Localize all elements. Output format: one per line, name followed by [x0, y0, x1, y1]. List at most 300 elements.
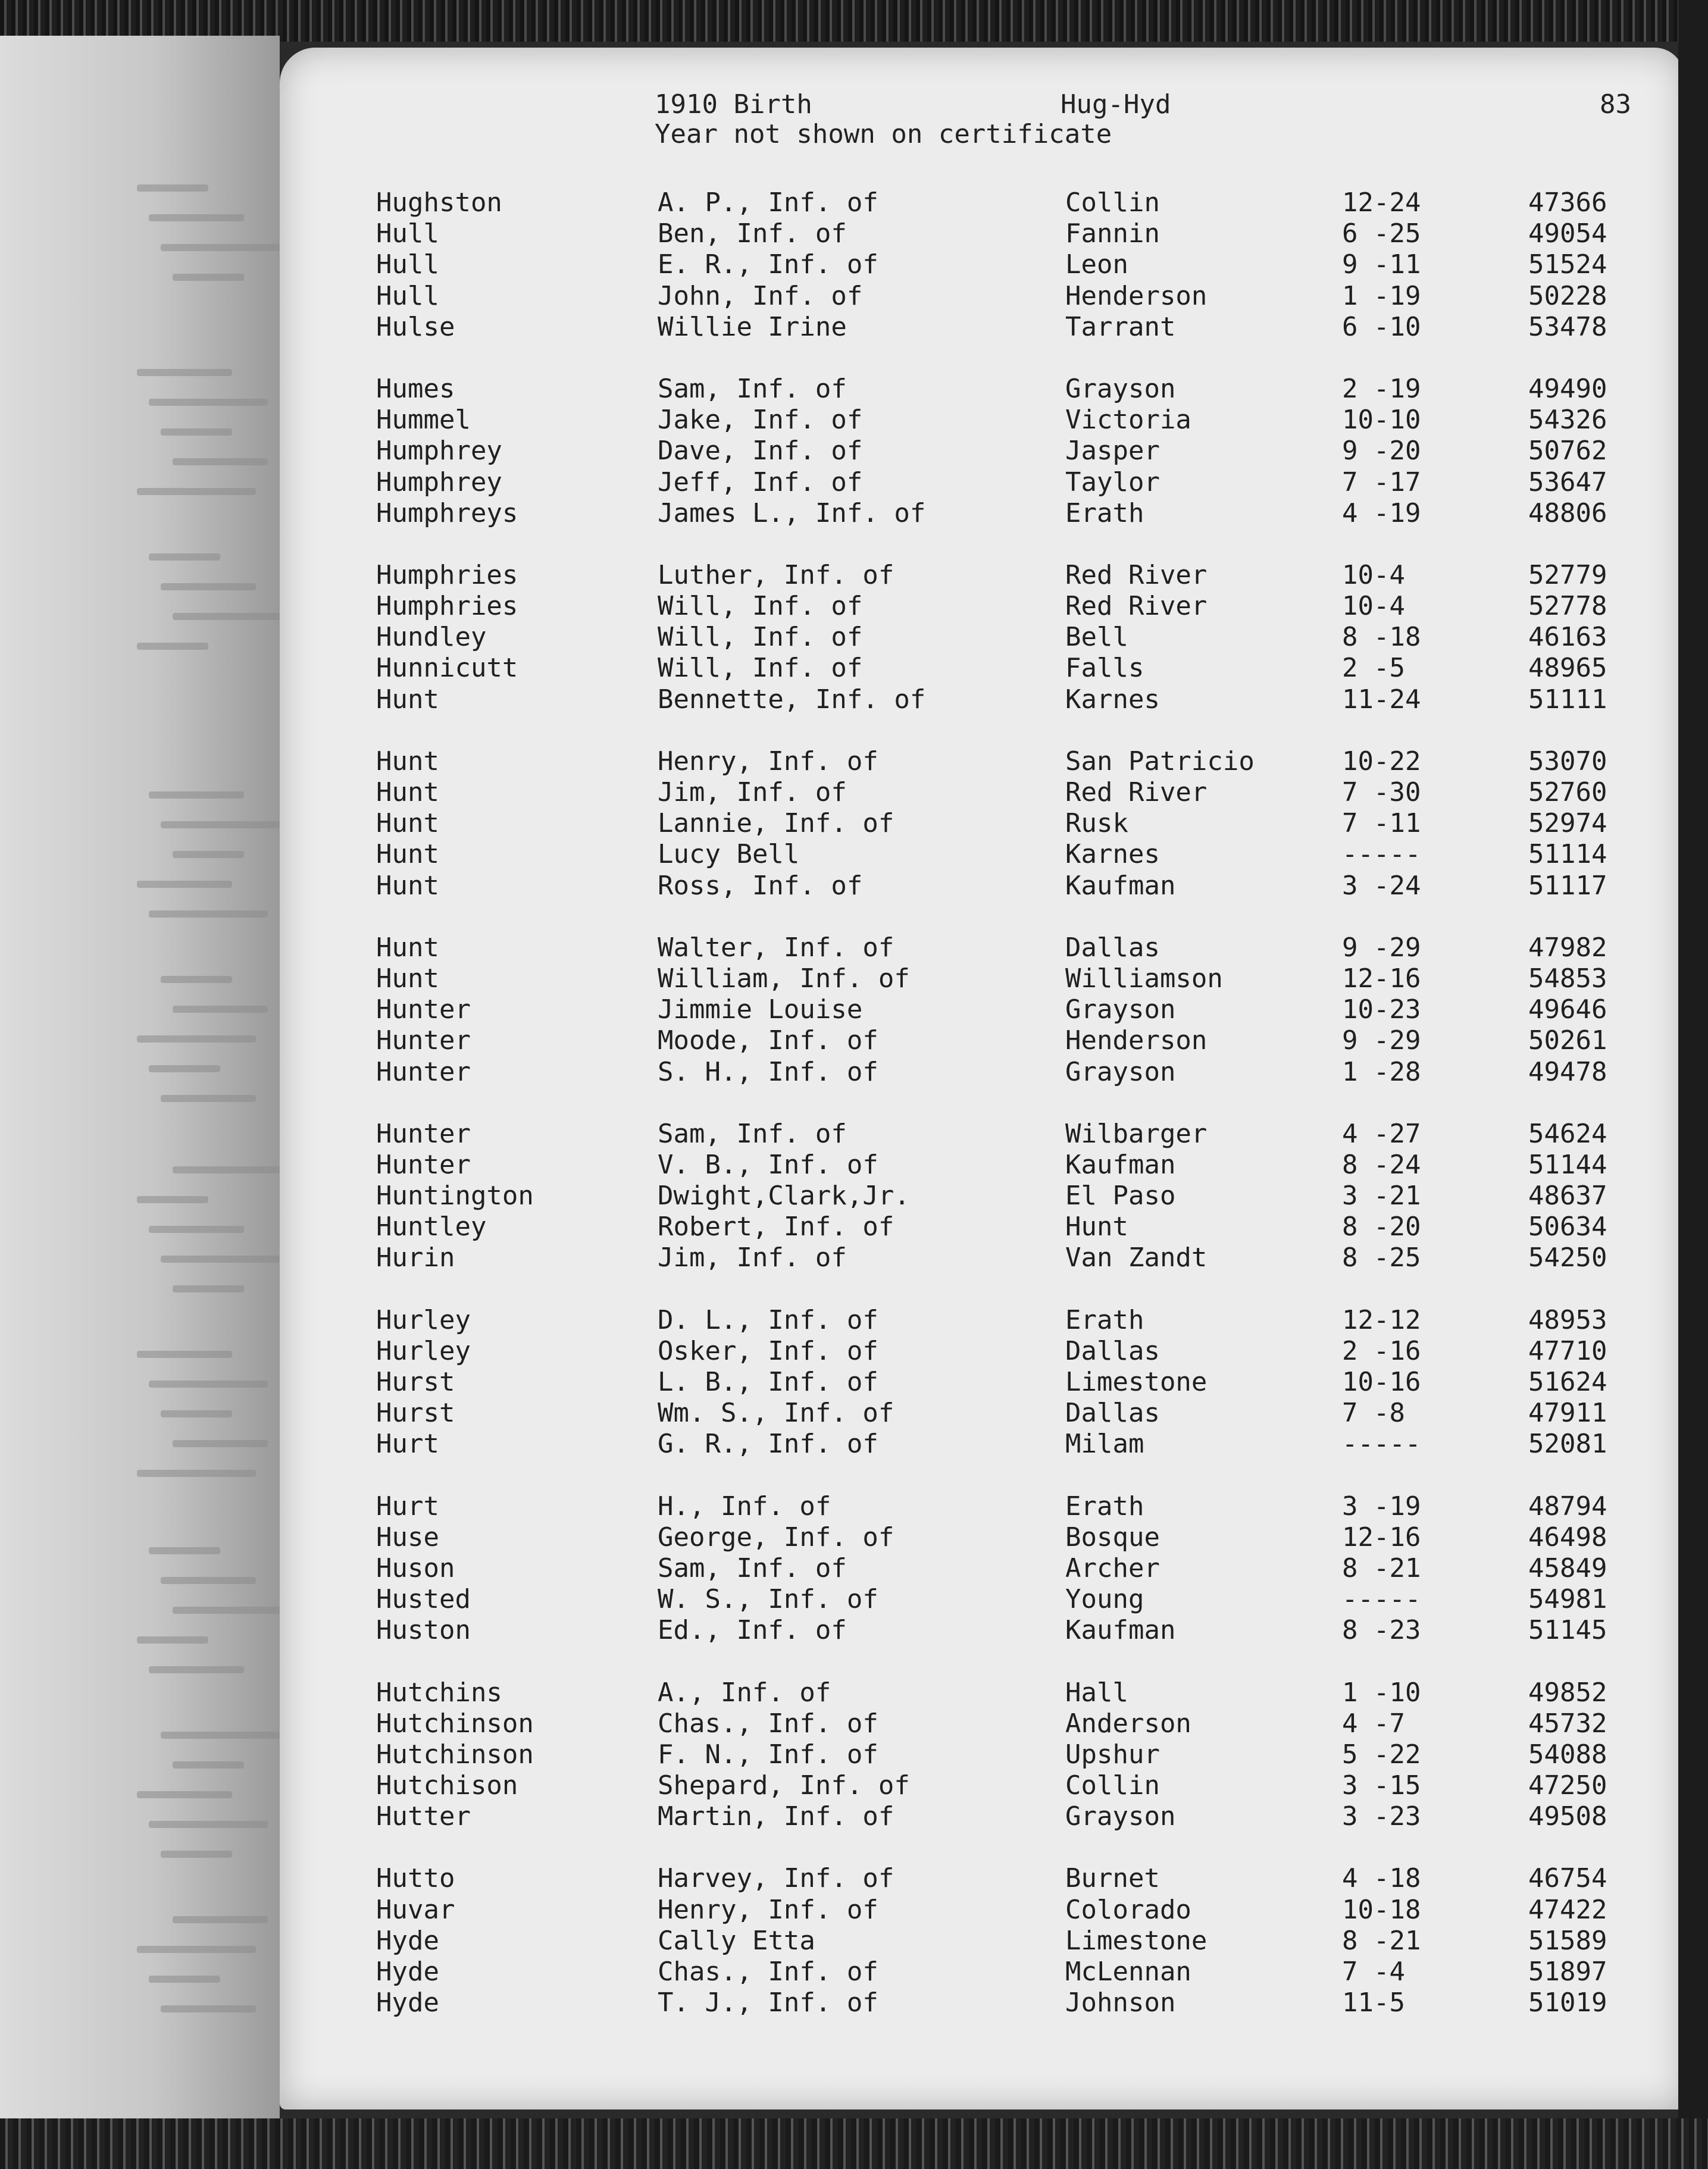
record-date: 4 -27	[1342, 1118, 1421, 1149]
record-cert: 51117	[1528, 870, 1607, 901]
record-given: H., Inf. of	[658, 1491, 831, 1522]
record-date: 10-22	[1342, 746, 1421, 777]
record-given: Luther, Inf. of	[658, 559, 894, 590]
record-surname: Humphrey	[376, 467, 502, 497]
record-given: Jeff, Inf. of	[658, 467, 863, 497]
record-date: 6 -10	[1342, 311, 1421, 342]
record-cert: 53647	[1528, 467, 1607, 497]
record-county: Kaufman	[1065, 870, 1176, 901]
record-date: 8 -18	[1342, 622, 1421, 653]
record-cert: 51624	[1528, 1367, 1607, 1397]
bleed-through-mark	[137, 369, 232, 376]
record-row	[280, 1150, 1684, 1181]
bleed-through-mark	[137, 1035, 256, 1043]
bleed-through-mark	[149, 1065, 220, 1072]
record-date: 4 -18	[1342, 1863, 1421, 1894]
record-cert: 53070	[1528, 746, 1607, 777]
record-cert: 45732	[1528, 1708, 1607, 1739]
record-county: Bell	[1065, 622, 1128, 653]
record-row	[280, 994, 1684, 1025]
record-surname: Hunt	[376, 870, 439, 901]
record-cert: 47250	[1528, 1770, 1607, 1801]
record-surname: Hurt	[376, 1429, 439, 1460]
record-cert: 52760	[1528, 777, 1607, 807]
record-row	[280, 281, 1684, 312]
record-surname: Hurt	[376, 1491, 439, 1522]
record-date: 9 -20	[1342, 436, 1421, 467]
record-cert: 46754	[1528, 1863, 1607, 1894]
record-given: V. B., Inf. of	[658, 1149, 878, 1180]
record-row	[280, 963, 1684, 994]
record-group	[280, 1491, 1684, 1647]
record-county: Grayson	[1065, 994, 1176, 1025]
record-row	[280, 1895, 1684, 1926]
bleed-through-mark	[173, 851, 244, 858]
record-surname: Hummel	[376, 405, 471, 436]
record-row	[280, 1305, 1684, 1336]
record-given: A. P., Inf. of	[658, 187, 878, 218]
record-county: Wilbarger	[1065, 1118, 1208, 1149]
record-row	[280, 1677, 1684, 1708]
record-cert: 52779	[1528, 559, 1607, 590]
record-date: -----	[1342, 839, 1421, 870]
bleed-through-mark	[149, 1547, 220, 1554]
record-cert: 51524	[1528, 249, 1607, 280]
record-county: El Paso	[1065, 1181, 1176, 1212]
bleed-through-mark	[173, 458, 268, 465]
record-cert: 53478	[1528, 311, 1607, 342]
record-row	[280, 1242, 1684, 1273]
page-number: 83	[1600, 89, 1631, 120]
record-date: 3 -24	[1342, 870, 1421, 901]
record-surname: Hutter	[376, 1801, 471, 1832]
record-county: Henderson	[1065, 1025, 1208, 1056]
record-row	[280, 1739, 1684, 1770]
record-county: Collin	[1065, 187, 1160, 218]
record-given: W. S., Inf. of	[658, 1584, 878, 1615]
bleed-through-mark	[149, 1976, 220, 1983]
record-row	[280, 591, 1684, 622]
record-group	[280, 1119, 1684, 1274]
record-county: Dallas	[1065, 1398, 1160, 1429]
record-date: 7 -8	[1342, 1398, 1405, 1429]
record-county: Limestone	[1065, 1367, 1208, 1397]
record-cert: 52974	[1528, 808, 1607, 839]
record-row	[280, 1863, 1684, 1894]
record-surname: Hunt	[376, 746, 439, 777]
record-date: 4 -19	[1342, 497, 1421, 528]
record-date: 2 -16	[1342, 1335, 1421, 1366]
record-row	[280, 1181, 1684, 1212]
record-surname: Hutchinson	[376, 1708, 534, 1739]
record-date: 3 -15	[1342, 1770, 1421, 1801]
record-cert: 49646	[1528, 994, 1607, 1025]
bleed-through-mark	[149, 399, 268, 406]
record-cert: 47710	[1528, 1335, 1607, 1366]
record-surname: Hurst	[376, 1398, 455, 1429]
record-date: 8 -24	[1342, 1149, 1421, 1180]
record-given: Will, Inf. of	[658, 591, 863, 622]
record-date: 1 -19	[1342, 280, 1421, 311]
record-cert: 50762	[1528, 436, 1607, 467]
record-surname: Huntley	[376, 1212, 487, 1242]
record-surname: Hunter	[376, 1118, 471, 1149]
record-given: William, Inf. of	[658, 963, 910, 994]
record-county: Leon	[1065, 249, 1128, 280]
bleed-through-mark	[173, 1916, 268, 1923]
record-cert: 49478	[1528, 1056, 1607, 1087]
record-county: Rusk	[1065, 808, 1128, 839]
record-row	[280, 218, 1684, 249]
record-cert: 45849	[1528, 1553, 1607, 1583]
record-row	[280, 808, 1684, 839]
record-date: 10-10	[1342, 405, 1421, 436]
record-county: Van Zandt	[1065, 1242, 1208, 1273]
record-cert: 51019	[1528, 1988, 1607, 2018]
bleed-through-mark	[173, 1607, 292, 1614]
record-county: Milam	[1065, 1429, 1144, 1460]
record-cert: 51145	[1528, 1615, 1607, 1646]
record-cert: 48794	[1528, 1491, 1607, 1522]
record-given: Martin, Inf. of	[658, 1801, 894, 1832]
record-given: Moode, Inf. of	[658, 1025, 878, 1056]
record-county: Anderson	[1065, 1708, 1191, 1739]
record-surname: Huvar	[376, 1894, 455, 1925]
record-cert: 50634	[1528, 1212, 1607, 1242]
record-row	[280, 405, 1684, 436]
page-title: 1910 Birth	[655, 89, 812, 120]
record-given: Sam, Inf. of	[658, 1553, 847, 1583]
record-county: Red River	[1065, 559, 1208, 590]
record-given: Bennette, Inf. of	[658, 684, 926, 715]
record-group	[280, 746, 1684, 902]
record-row	[280, 1212, 1684, 1242]
record-county: Henderson	[1065, 280, 1208, 311]
header-note: Year not shown on certificate	[655, 119, 1112, 149]
record-county: Archer	[1065, 1553, 1160, 1583]
record-date: 7 -30	[1342, 777, 1421, 807]
record-row	[280, 1429, 1684, 1460]
record-county: Erath	[1065, 1491, 1144, 1522]
bleed-through-mark	[137, 184, 208, 192]
record-group	[280, 1677, 1684, 1833]
record-row	[280, 932, 1684, 963]
record-surname: Huson	[376, 1553, 455, 1583]
record-given: Ed., Inf. of	[658, 1615, 847, 1646]
record-row	[280, 187, 1684, 218]
record-cert: 51114	[1528, 839, 1607, 870]
record-date: 9 -11	[1342, 249, 1421, 280]
bleed-through-mark	[149, 553, 220, 561]
record-given: F. N., Inf. of	[658, 1739, 878, 1770]
bleed-through-mark	[149, 1666, 244, 1673]
bleed-through-mark	[161, 1577, 256, 1584]
record-county: Grayson	[1065, 373, 1176, 404]
record-date: 10-16	[1342, 1367, 1421, 1397]
bleed-through-mark	[161, 1095, 256, 1102]
bleed-through-mark	[161, 2005, 256, 2012]
record-given: Walter, Inf. of	[658, 932, 894, 963]
bleed-through-mark	[149, 791, 244, 799]
record-given: John, Inf. of	[658, 280, 863, 311]
record-surname: Humphries	[376, 591, 518, 622]
record-row	[280, 312, 1684, 343]
record-county: Kaufman	[1065, 1149, 1176, 1180]
record-date: 11-5	[1342, 1988, 1405, 2018]
record-surname: Humes	[376, 373, 455, 404]
record-date: 7 -11	[1342, 808, 1421, 839]
record-surname: Hutchinson	[376, 1739, 534, 1770]
record-cert: 49490	[1528, 373, 1607, 404]
record-date: 4 -7	[1342, 1708, 1405, 1739]
bleed-through-mark	[161, 821, 280, 828]
record-surname: Hundley	[376, 622, 487, 653]
record-row	[280, 777, 1684, 808]
record-date: 12-24	[1342, 187, 1421, 218]
records-table	[280, 187, 1684, 2049]
record-date: 11-24	[1342, 684, 1421, 715]
bleed-through-mark	[161, 1851, 232, 1858]
record-given: Will, Inf. of	[658, 622, 863, 653]
bleed-through-mark	[137, 488, 256, 495]
record-row	[280, 1957, 1684, 1988]
record-surname: Hurley	[376, 1335, 471, 1366]
record-surname: Husted	[376, 1584, 471, 1615]
record-cert: 49508	[1528, 1801, 1607, 1832]
record-date: 7 -4	[1342, 1957, 1405, 1987]
bleed-through-mark	[161, 1732, 280, 1739]
record-cert: 49054	[1528, 218, 1607, 249]
record-date: 9 -29	[1342, 932, 1421, 963]
bleed-through-mark	[137, 1636, 208, 1644]
record-surname: Hulse	[376, 311, 455, 342]
bleed-through-mark	[173, 274, 244, 281]
record-county: McLennan	[1065, 1957, 1191, 1987]
record-cert: 50228	[1528, 280, 1607, 311]
record-cert: 54853	[1528, 963, 1607, 994]
record-given: A., Inf. of	[658, 1677, 831, 1708]
record-cert: 47911	[1528, 1398, 1607, 1429]
record-cert: 47422	[1528, 1894, 1607, 1925]
record-row	[280, 684, 1684, 715]
record-surname: Hull	[376, 218, 439, 249]
record-county: Erath	[1065, 497, 1144, 528]
record-group	[280, 1863, 1684, 2018]
record-surname: Humphrey	[376, 436, 502, 467]
record-county: Grayson	[1065, 1056, 1176, 1087]
record-county: Karnes	[1065, 684, 1160, 715]
record-given: Ben, Inf. of	[658, 218, 847, 249]
record-row	[280, 1491, 1684, 1522]
record-date: 5 -22	[1342, 1739, 1421, 1770]
record-given: D. L., Inf. of	[658, 1304, 878, 1335]
record-row	[280, 1584, 1684, 1615]
record-row	[280, 249, 1684, 280]
record-county: San Patricio	[1065, 746, 1255, 777]
bleed-through-mark	[173, 613, 292, 620]
record-given: L. B., Inf. of	[658, 1367, 878, 1397]
record-county: Dallas	[1065, 1335, 1160, 1366]
record-surname: Humphries	[376, 559, 518, 590]
record-given: Jimmie Louise	[658, 994, 863, 1025]
record-county: Grayson	[1065, 1801, 1176, 1832]
record-surname: Hull	[376, 249, 439, 280]
record-cert: 51589	[1528, 1925, 1607, 1956]
record-row	[280, 560, 1684, 591]
record-surname: Hyde	[376, 1925, 439, 1956]
record-cert: 51111	[1528, 684, 1607, 715]
record-date: 10-18	[1342, 1894, 1421, 1925]
record-date: 8 -21	[1342, 1553, 1421, 1583]
record-date: 10-4	[1342, 591, 1405, 622]
record-date: 8 -25	[1342, 1242, 1421, 1273]
record-given: S. H., Inf. of	[658, 1056, 878, 1087]
record-date: 8 -21	[1342, 1925, 1421, 1956]
record-date: 1 -28	[1342, 1056, 1421, 1087]
bleed-through-mark	[149, 1381, 268, 1388]
bleed-through-mark	[137, 1351, 232, 1358]
bleed-through-mark	[149, 1226, 244, 1233]
record-surname: Hunter	[376, 994, 471, 1025]
record-county: Johnson	[1065, 1988, 1176, 2018]
record-row	[280, 1926, 1684, 1957]
record-county: Burnet	[1065, 1863, 1160, 1894]
record-cert: 54326	[1528, 405, 1607, 436]
record-cert: 54981	[1528, 1584, 1607, 1615]
record-given: Wm. S., Inf. of	[658, 1398, 894, 1429]
record-cert: 46498	[1528, 1522, 1607, 1553]
record-cert: 48965	[1528, 653, 1607, 684]
bleed-through-mark	[173, 1440, 268, 1447]
record-group	[280, 1305, 1684, 1460]
record-date: 3 -19	[1342, 1491, 1421, 1522]
record-surname: Hunt	[376, 932, 439, 963]
record-county: Tarrant	[1065, 311, 1176, 342]
bleed-through-mark	[149, 1821, 268, 1828]
record-row	[280, 871, 1684, 902]
record-row	[280, 467, 1684, 498]
bleed-through-mark	[137, 1470, 256, 1477]
record-given: Ross, Inf. of	[658, 870, 863, 901]
record-given: G. R., Inf. of	[658, 1429, 878, 1460]
bleed-through-mark	[149, 910, 268, 918]
record-cert: 51897	[1528, 1957, 1607, 1987]
bleed-through-mark	[137, 1196, 208, 1203]
record-surname: Hunter	[376, 1149, 471, 1180]
record-row	[280, 1367, 1684, 1398]
record-county: Red River	[1065, 777, 1208, 807]
record-given: Dave, Inf. of	[658, 436, 863, 467]
record-row	[280, 622, 1684, 653]
record-given: James L., Inf. of	[658, 497, 926, 528]
record-date: -----	[1342, 1584, 1421, 1615]
bleed-through-mark	[137, 1946, 256, 1953]
record-date: 9 -29	[1342, 1025, 1421, 1056]
bleed-through-mark	[173, 1761, 244, 1769]
record-row	[280, 1988, 1684, 2018]
record-surname: Hunter	[376, 1056, 471, 1087]
record-county: Red River	[1065, 591, 1208, 622]
record-given: George, Inf. of	[658, 1522, 894, 1553]
facing-page-bleed	[0, 36, 280, 2118]
record-county: Kaufman	[1065, 1615, 1176, 1646]
record-row	[280, 1553, 1684, 1584]
record-group	[280, 374, 1684, 529]
record-given: Sam, Inf. of	[658, 373, 847, 404]
record-county: Bosque	[1065, 1522, 1160, 1553]
record-given: Dwight,Clark,Jr.	[658, 1181, 910, 1212]
record-given: Sam, Inf. of	[658, 1118, 847, 1149]
bleed-through-mark	[161, 428, 232, 436]
record-date: 2 -19	[1342, 373, 1421, 404]
record-date: 12-12	[1342, 1304, 1421, 1335]
record-surname: Hunt	[376, 808, 439, 839]
record-surname: Humphreys	[376, 497, 518, 528]
record-surname: Huse	[376, 1522, 439, 1553]
record-group	[280, 187, 1684, 343]
record-date: 10-4	[1342, 559, 1405, 590]
record-date: 10-23	[1342, 994, 1421, 1025]
bleed-through-mark	[137, 881, 232, 888]
record-given: Chas., Inf. of	[658, 1708, 878, 1739]
record-county: Young	[1065, 1584, 1144, 1615]
record-given: Cally Etta	[658, 1925, 815, 1956]
record-date: 1 -10	[1342, 1677, 1421, 1708]
record-cert: 48637	[1528, 1181, 1607, 1212]
record-given: Chas., Inf. of	[658, 1957, 878, 1987]
record-cert: 51144	[1528, 1149, 1607, 1180]
record-date: 6 -25	[1342, 218, 1421, 249]
record-date: 7 -17	[1342, 467, 1421, 497]
record-given: Willie Irine	[658, 311, 847, 342]
name-range: Hug-Hyd	[1061, 89, 1171, 120]
record-row	[280, 1025, 1684, 1056]
record-row	[280, 1615, 1684, 1646]
index-page	[280, 48, 1684, 2109]
record-row	[280, 839, 1684, 870]
record-given: Jim, Inf. of	[658, 777, 847, 807]
record-cert: 46163	[1528, 622, 1607, 653]
record-date: 8 -23	[1342, 1615, 1421, 1646]
record-row	[280, 746, 1684, 777]
record-surname: Huston	[376, 1615, 471, 1646]
record-date: 3 -23	[1342, 1801, 1421, 1832]
record-row	[280, 1057, 1684, 1088]
record-county: Taylor	[1065, 467, 1160, 497]
bleed-through-mark	[137, 643, 208, 650]
record-row	[280, 1770, 1684, 1801]
record-county: Limestone	[1065, 1925, 1208, 1956]
record-county: Dallas	[1065, 932, 1160, 963]
record-row	[280, 1522, 1684, 1553]
record-surname: Hunt	[376, 839, 439, 870]
record-county: Hall	[1065, 1677, 1128, 1708]
record-county: Karnes	[1065, 839, 1160, 870]
scan-edge-bottom	[0, 2118, 1708, 2169]
record-cert: 49852	[1528, 1677, 1607, 1708]
record-given: Shepard, Inf. of	[658, 1770, 910, 1801]
bleed-through-mark	[161, 1256, 280, 1263]
record-cert: 48806	[1528, 497, 1607, 528]
bleed-through-mark	[173, 1285, 244, 1292]
record-given: Jim, Inf. of	[658, 1242, 847, 1273]
record-surname: Hunt	[376, 777, 439, 807]
record-given: Will, Inf. of	[658, 653, 863, 684]
record-row	[280, 374, 1684, 405]
record-surname: Hyde	[376, 1957, 439, 1987]
record-cert: 47982	[1528, 932, 1607, 963]
record-surname: Hyde	[376, 1988, 439, 2018]
